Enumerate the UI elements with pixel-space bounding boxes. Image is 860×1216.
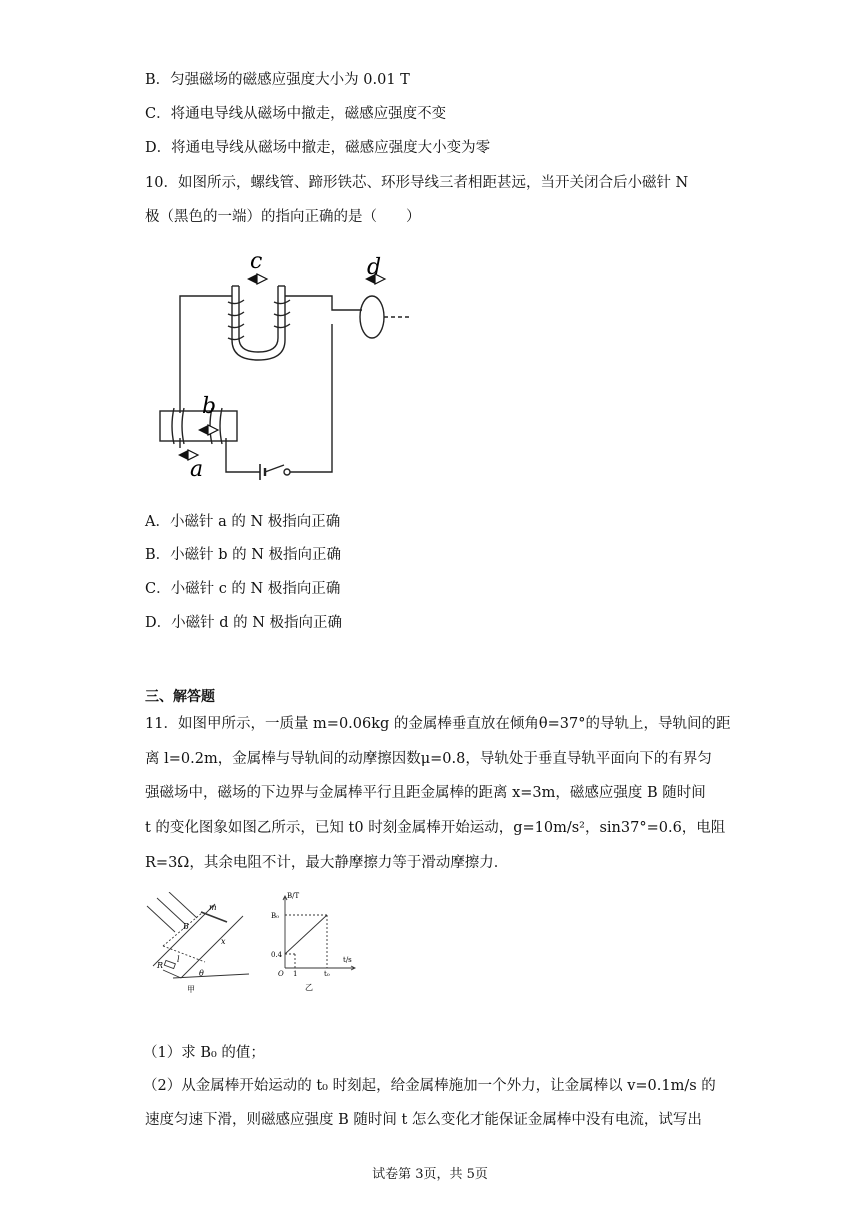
q11-line2: 离 l=0.2m，金属棒与导轨间的动摩擦因数μ=0.8，导轨处于垂直导轨平面向下的有界匀 (145, 751, 712, 767)
svg-text:θ: θ (199, 969, 204, 978)
svg-text:B₀: B₀ (271, 912, 279, 920)
resistor (164, 960, 175, 968)
rod-m (201, 912, 227, 922)
svg-text:t₀: t₀ (324, 970, 330, 978)
q11-line1: 11．如图甲所示，一质量 m=0.06kg 的金属棒垂直放在倾角θ=37°的导轨上，导轨间的距 (145, 716, 731, 732)
svg-text:1: 1 (293, 970, 298, 978)
svg-text:B/T: B/T (287, 892, 300, 900)
switch-lever (265, 465, 284, 472)
b-line (285, 915, 327, 954)
section-title: 三、解答题 (145, 689, 215, 705)
svg-text:乙: 乙 (305, 983, 313, 992)
circuit-figure (150, 248, 430, 488)
winding-right (274, 300, 290, 328)
svg-text:x: x (221, 937, 226, 946)
needle-c (247, 274, 267, 284)
q11-sub2-line1: （2）从金属棒开始运动的 t₀ 时刻起，给金属棒施加一个外力，让金属棒以 v=0.1m/s 的 (143, 1078, 716, 1094)
option-b-prev: B．匀强磁场的磁感应强度大小为 0.01 T (145, 72, 410, 88)
ring-conductor (360, 296, 384, 338)
svg-text:l: l (177, 955, 180, 964)
figure-yi (265, 890, 375, 995)
figure-jia (143, 892, 253, 997)
svg-text:B: B (183, 922, 189, 931)
svg-text:R: R (157, 961, 164, 970)
wire-bottom (226, 438, 260, 472)
winding-left (228, 300, 244, 340)
label-a: a (190, 457, 204, 482)
page-footer: 试卷第 3页，共 5页 (372, 1167, 488, 1182)
svg-text:甲: 甲 (187, 985, 195, 994)
q10-stem-line1: 10．如图所示，螺线管、蹄形铁芯、环形导线三者相距甚远，当开关闭合后小磁针 N (145, 175, 689, 191)
svg-text:0.4: 0.4 (271, 951, 283, 959)
wire-top-right (285, 296, 362, 310)
u-core (232, 286, 285, 360)
option-d-prev: D．将通电导线从磁场中撤走，磁感应强度大小变为零 (145, 140, 491, 156)
svg-text:m: m (209, 903, 217, 912)
q10-option-c: C．小磁针 c 的 N 极指向正确 (145, 581, 341, 597)
switch-contact (284, 469, 290, 475)
label-d: d (367, 255, 382, 280)
q11-sub2-line2: 速度匀速下滑，则磁感应强度 B 随时间 t 怎么变化才能保证金属棒中没有电流，试写出 (145, 1112, 702, 1128)
q10-stem-line2: 极（黑色的一端）的指向正确的是（ ） (145, 209, 421, 225)
q11-line4: t 的变化图象如图乙所示，已知 t0 时刻金属棒开始运动，g=10m/s²，sin37°=0.6，电阻 (145, 820, 726, 836)
label-b: b (202, 394, 217, 419)
q10-option-a: A．小磁针 a 的 N 极指向正确 (145, 514, 341, 530)
option-c-prev: C．将通电导线从磁场中撤走，磁感应强度不变 (145, 106, 447, 122)
q10-option-d: D．小磁针 d 的 N 极指向正确 (145, 615, 343, 631)
svg-text:t/s: t/s (343, 956, 352, 964)
wire-right (290, 324, 332, 472)
q10-option-b: B．小磁针 b 的 N 极指向正确 (145, 547, 342, 563)
q11-line5: R=3Ω，其余电阻不计，最大静摩擦力等于滑动摩擦力． (145, 855, 509, 871)
q11-line3: 强磁场中，磁场的下边界与金属棒平行且距金属棒的距离 x=3m，磁感应强度 B 随时间 (145, 785, 706, 801)
label-c: c (250, 249, 263, 274)
svg-text:O: O (278, 970, 284, 978)
q11-sub1: （1）求 B₀ 的值； (143, 1045, 265, 1061)
needle-b (198, 425, 218, 435)
